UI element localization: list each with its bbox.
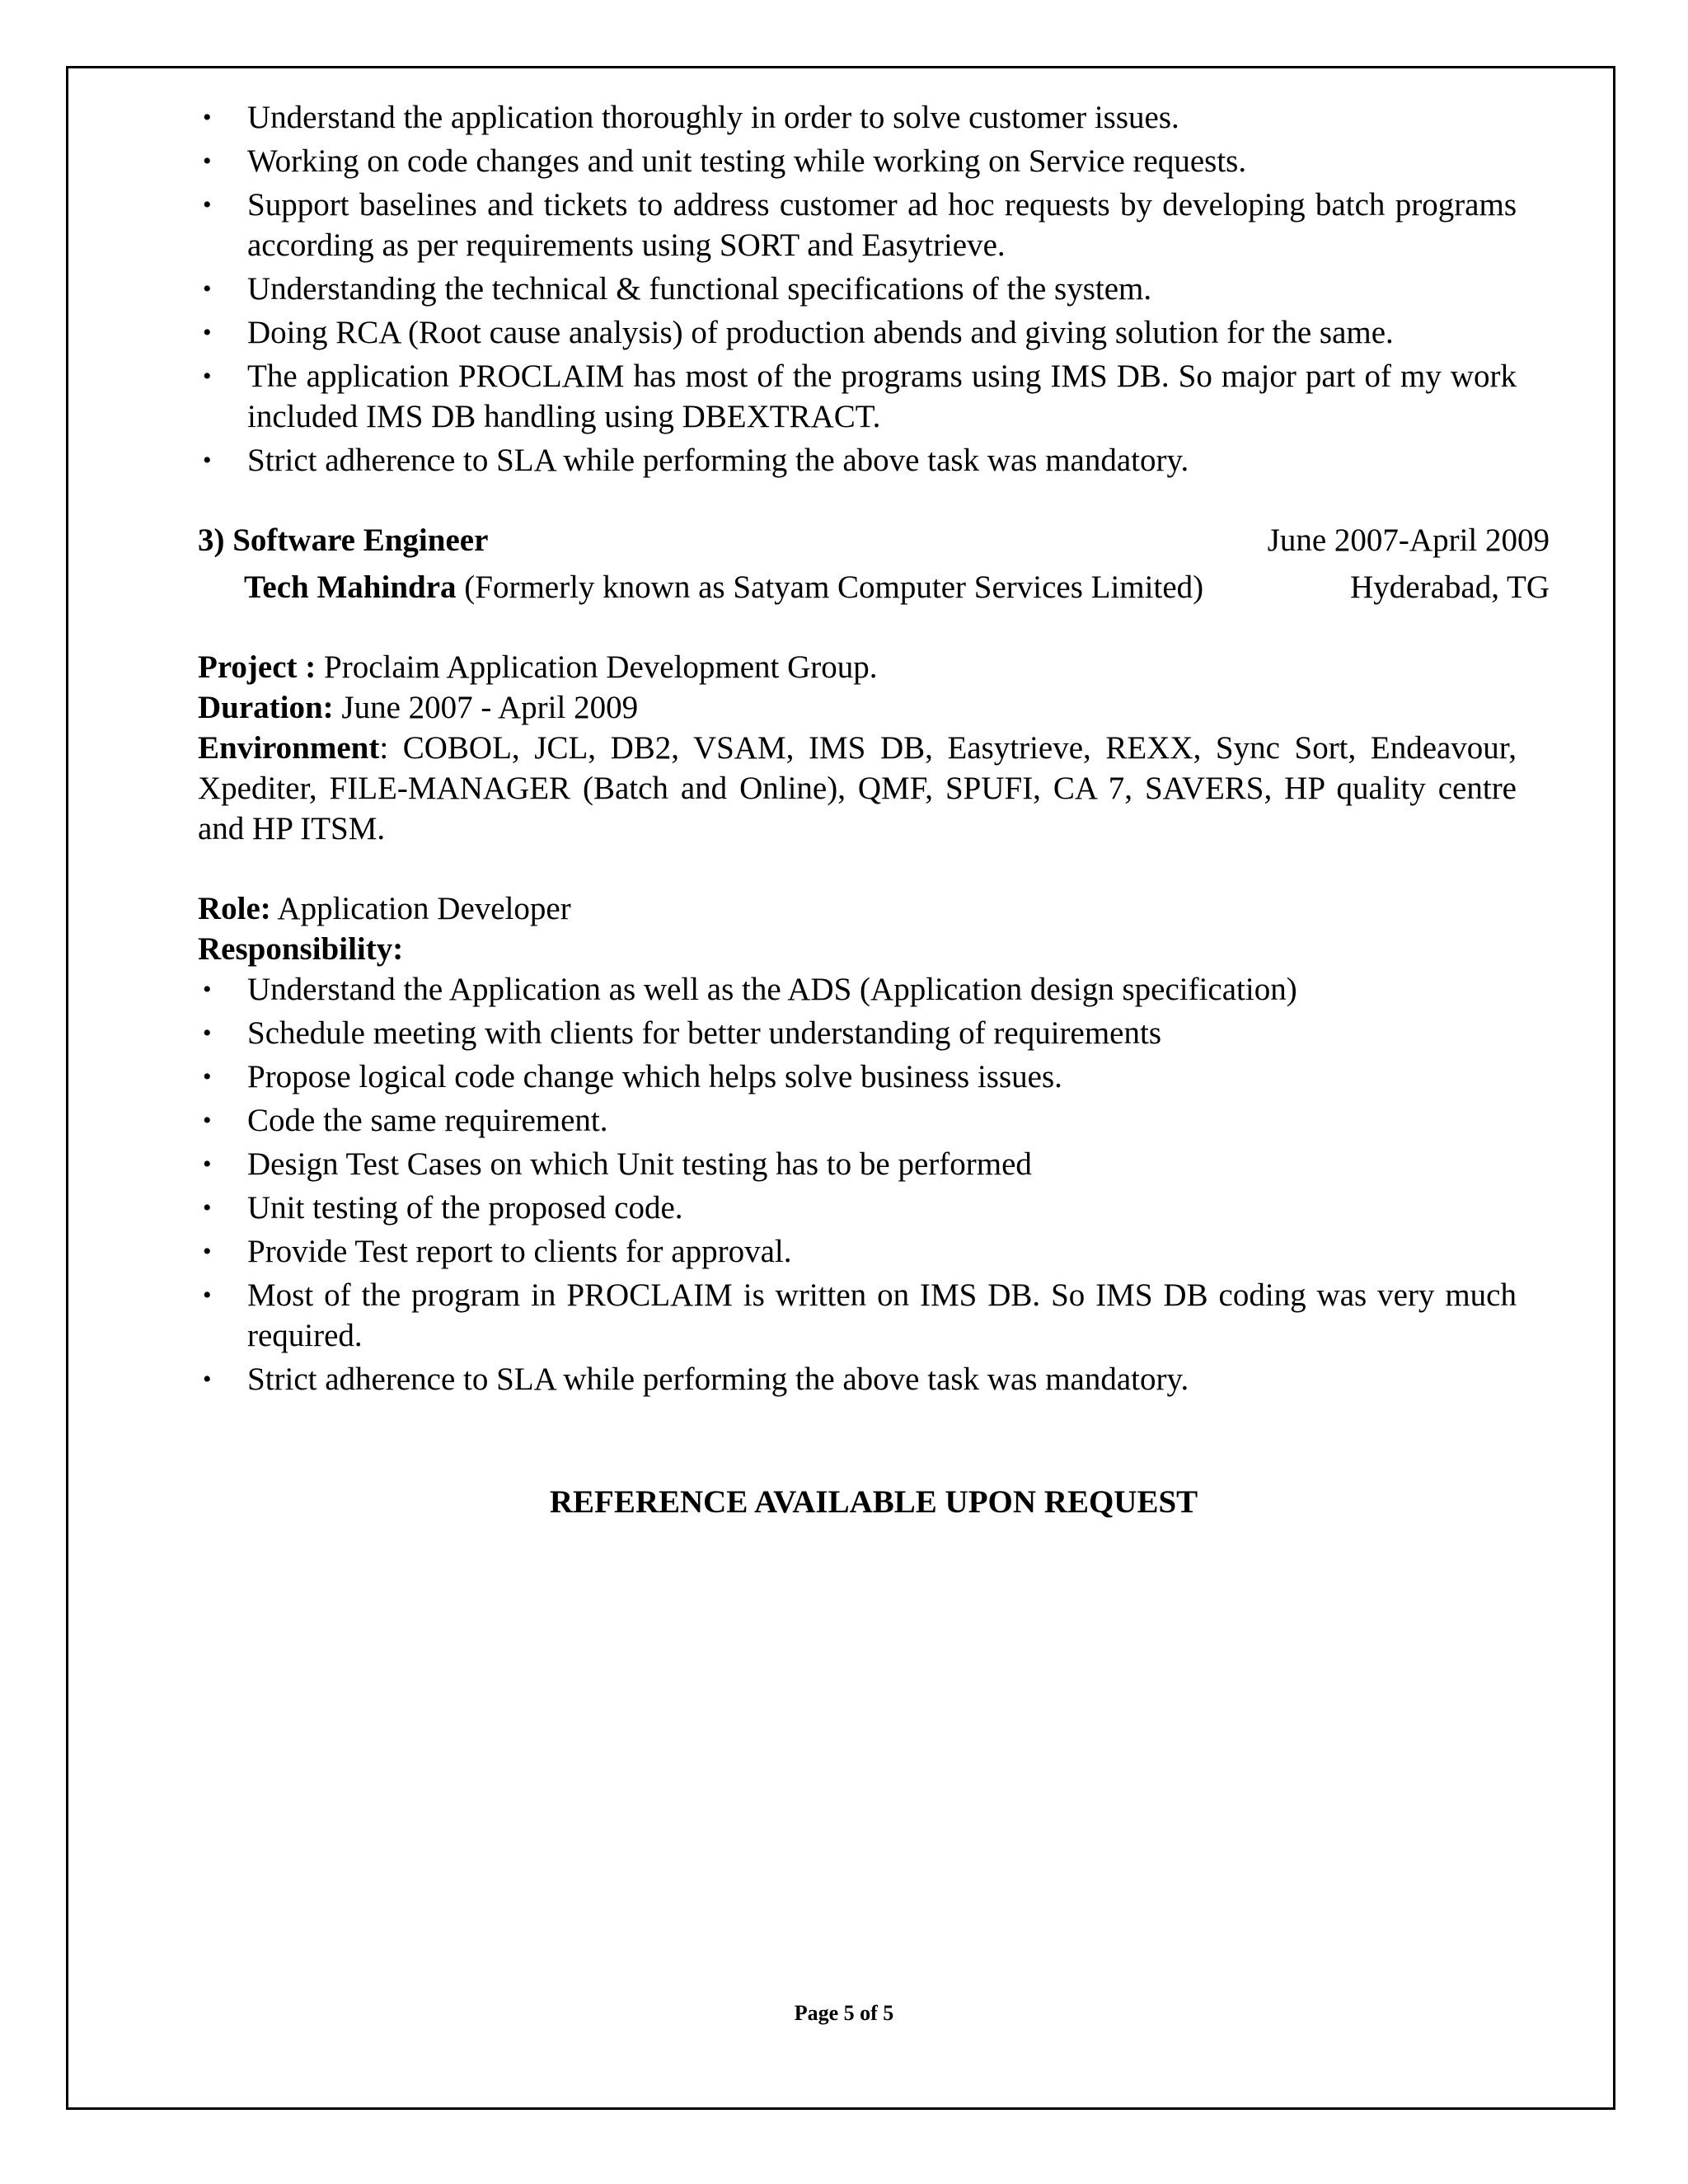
- reference-note: REFERENCE AVAILABLE UPON REQUEST: [549, 1484, 1198, 1520]
- bullet-icon: •: [203, 363, 212, 390]
- duration-value: June 2007 - April 2009: [333, 690, 639, 725]
- project-value: Proclaim Application Development Group.: [316, 649, 878, 685]
- bullet-icon: •: [203, 1366, 212, 1393]
- environment-label: Environment: [198, 730, 380, 766]
- bullet-icon: •: [203, 275, 212, 302]
- list-item: • Doing RCA (Root cause analysis) of production abends and giving solution for the same.: [198, 312, 1517, 353]
- bullet-icon: •: [203, 1019, 212, 1047]
- environment-line: [198, 728, 1517, 849]
- list-item: • Propose logical code change which helps solve business issues.: [198, 1057, 1517, 1097]
- responsibility-heading: Responsibility:: [198, 931, 404, 967]
- bullet-icon: •: [203, 104, 212, 131]
- intro-bullet-list: [198, 97, 1517, 480]
- list-item: • Unit testing of the proposed code.: [198, 1188, 1517, 1228]
- environment-value: : COBOL, JCL, DB2, VSAM, IMS DB, Easytrieve, REXX, Sync Sort, Endeavour, Xpediter, FILE-MANAGER (Batch and Online), QMF, SPUFI, CA 7, SAVERS, HP quality centre and HP ITSM.: [198, 730, 1517, 846]
- company-line: [198, 567, 1550, 607]
- bullet-icon: •: [203, 1194, 212, 1221]
- bullet-icon: •: [203, 976, 212, 1003]
- list-item: • Support baselines and tickets to address customer ad hoc requests by developing batch programs according as per requirements using SORT and Easytrieve.: [198, 185, 1517, 265]
- list-item: • Provide Test report to clients for approval.: [198, 1231, 1517, 1272]
- duration-label: Duration:: [198, 690, 334, 725]
- bullet-icon: •: [203, 191, 212, 218]
- job-header: [198, 520, 1550, 560]
- list-item: • Code the same requirement.: [198, 1100, 1517, 1141]
- list-item: • Strict adherence to SLA while performing the above task was mandatory.: [198, 1359, 1517, 1399]
- project-block: [198, 647, 1517, 849]
- project-line: [198, 647, 1517, 687]
- list-item: • Understanding the technical & functional specifications of the system.: [198, 269, 1517, 309]
- list-item: • The application PROCLAIM has most of the programs using IMS DB. So major part of my work included IMS DB handling using DBEXTRACT.: [198, 356, 1517, 437]
- duration-line: [198, 687, 1517, 728]
- job-title: 3) Software Engineer: [198, 523, 489, 558]
- bullet-icon: •: [203, 319, 212, 346]
- bullet-icon: •: [203, 1282, 212, 1309]
- page-number: Page 5 of 5: [794, 2001, 894, 2025]
- project-label: Project :: [198, 649, 316, 685]
- role-label: Role:: [198, 891, 271, 926]
- bullet-icon: •: [203, 1063, 212, 1090]
- responsibility-bullet-list: [198, 969, 1517, 1399]
- role-line: [198, 888, 1517, 929]
- company-location: Hyderabad, TG: [1350, 569, 1550, 605]
- role-block: [198, 888, 1517, 969]
- bullet-icon: •: [203, 1238, 212, 1265]
- role-value: Application Developer: [270, 891, 571, 926]
- list-item: • Understand the application thoroughly in order to solve customer issues.: [198, 97, 1517, 138]
- list-item: • Most of the program in PROCLAIM is written on IMS DB. So IMS DB coding was very much required.: [198, 1275, 1517, 1356]
- bullet-icon: •: [203, 1107, 212, 1134]
- bullet-icon: •: [203, 1151, 212, 1178]
- document-body: [198, 97, 1550, 1522]
- list-item: • Schedule meeting with clients for better understanding of requirements: [198, 1013, 1517, 1053]
- bullet-icon: •: [203, 447, 212, 474]
- bullet-icon: •: [203, 148, 212, 175]
- company-name: Tech Mahindra: [244, 569, 457, 605]
- list-item: • Design Test Cases on which Unit testing has to be performed: [198, 1144, 1517, 1184]
- company-info: [244, 567, 1203, 607]
- company-note: (Formerly known as Satyam Computer Services Limited): [456, 569, 1204, 605]
- job-period: June 2007-April 2009: [1267, 523, 1550, 558]
- list-item: • Working on code changes and unit testing while working on Service requests.: [198, 141, 1517, 181]
- list-item: • Understand the Application as well as the ADS (Application design specification): [198, 969, 1517, 1010]
- list-item: • Strict adherence to SLA while performing the above task was mandatory.: [198, 440, 1517, 480]
